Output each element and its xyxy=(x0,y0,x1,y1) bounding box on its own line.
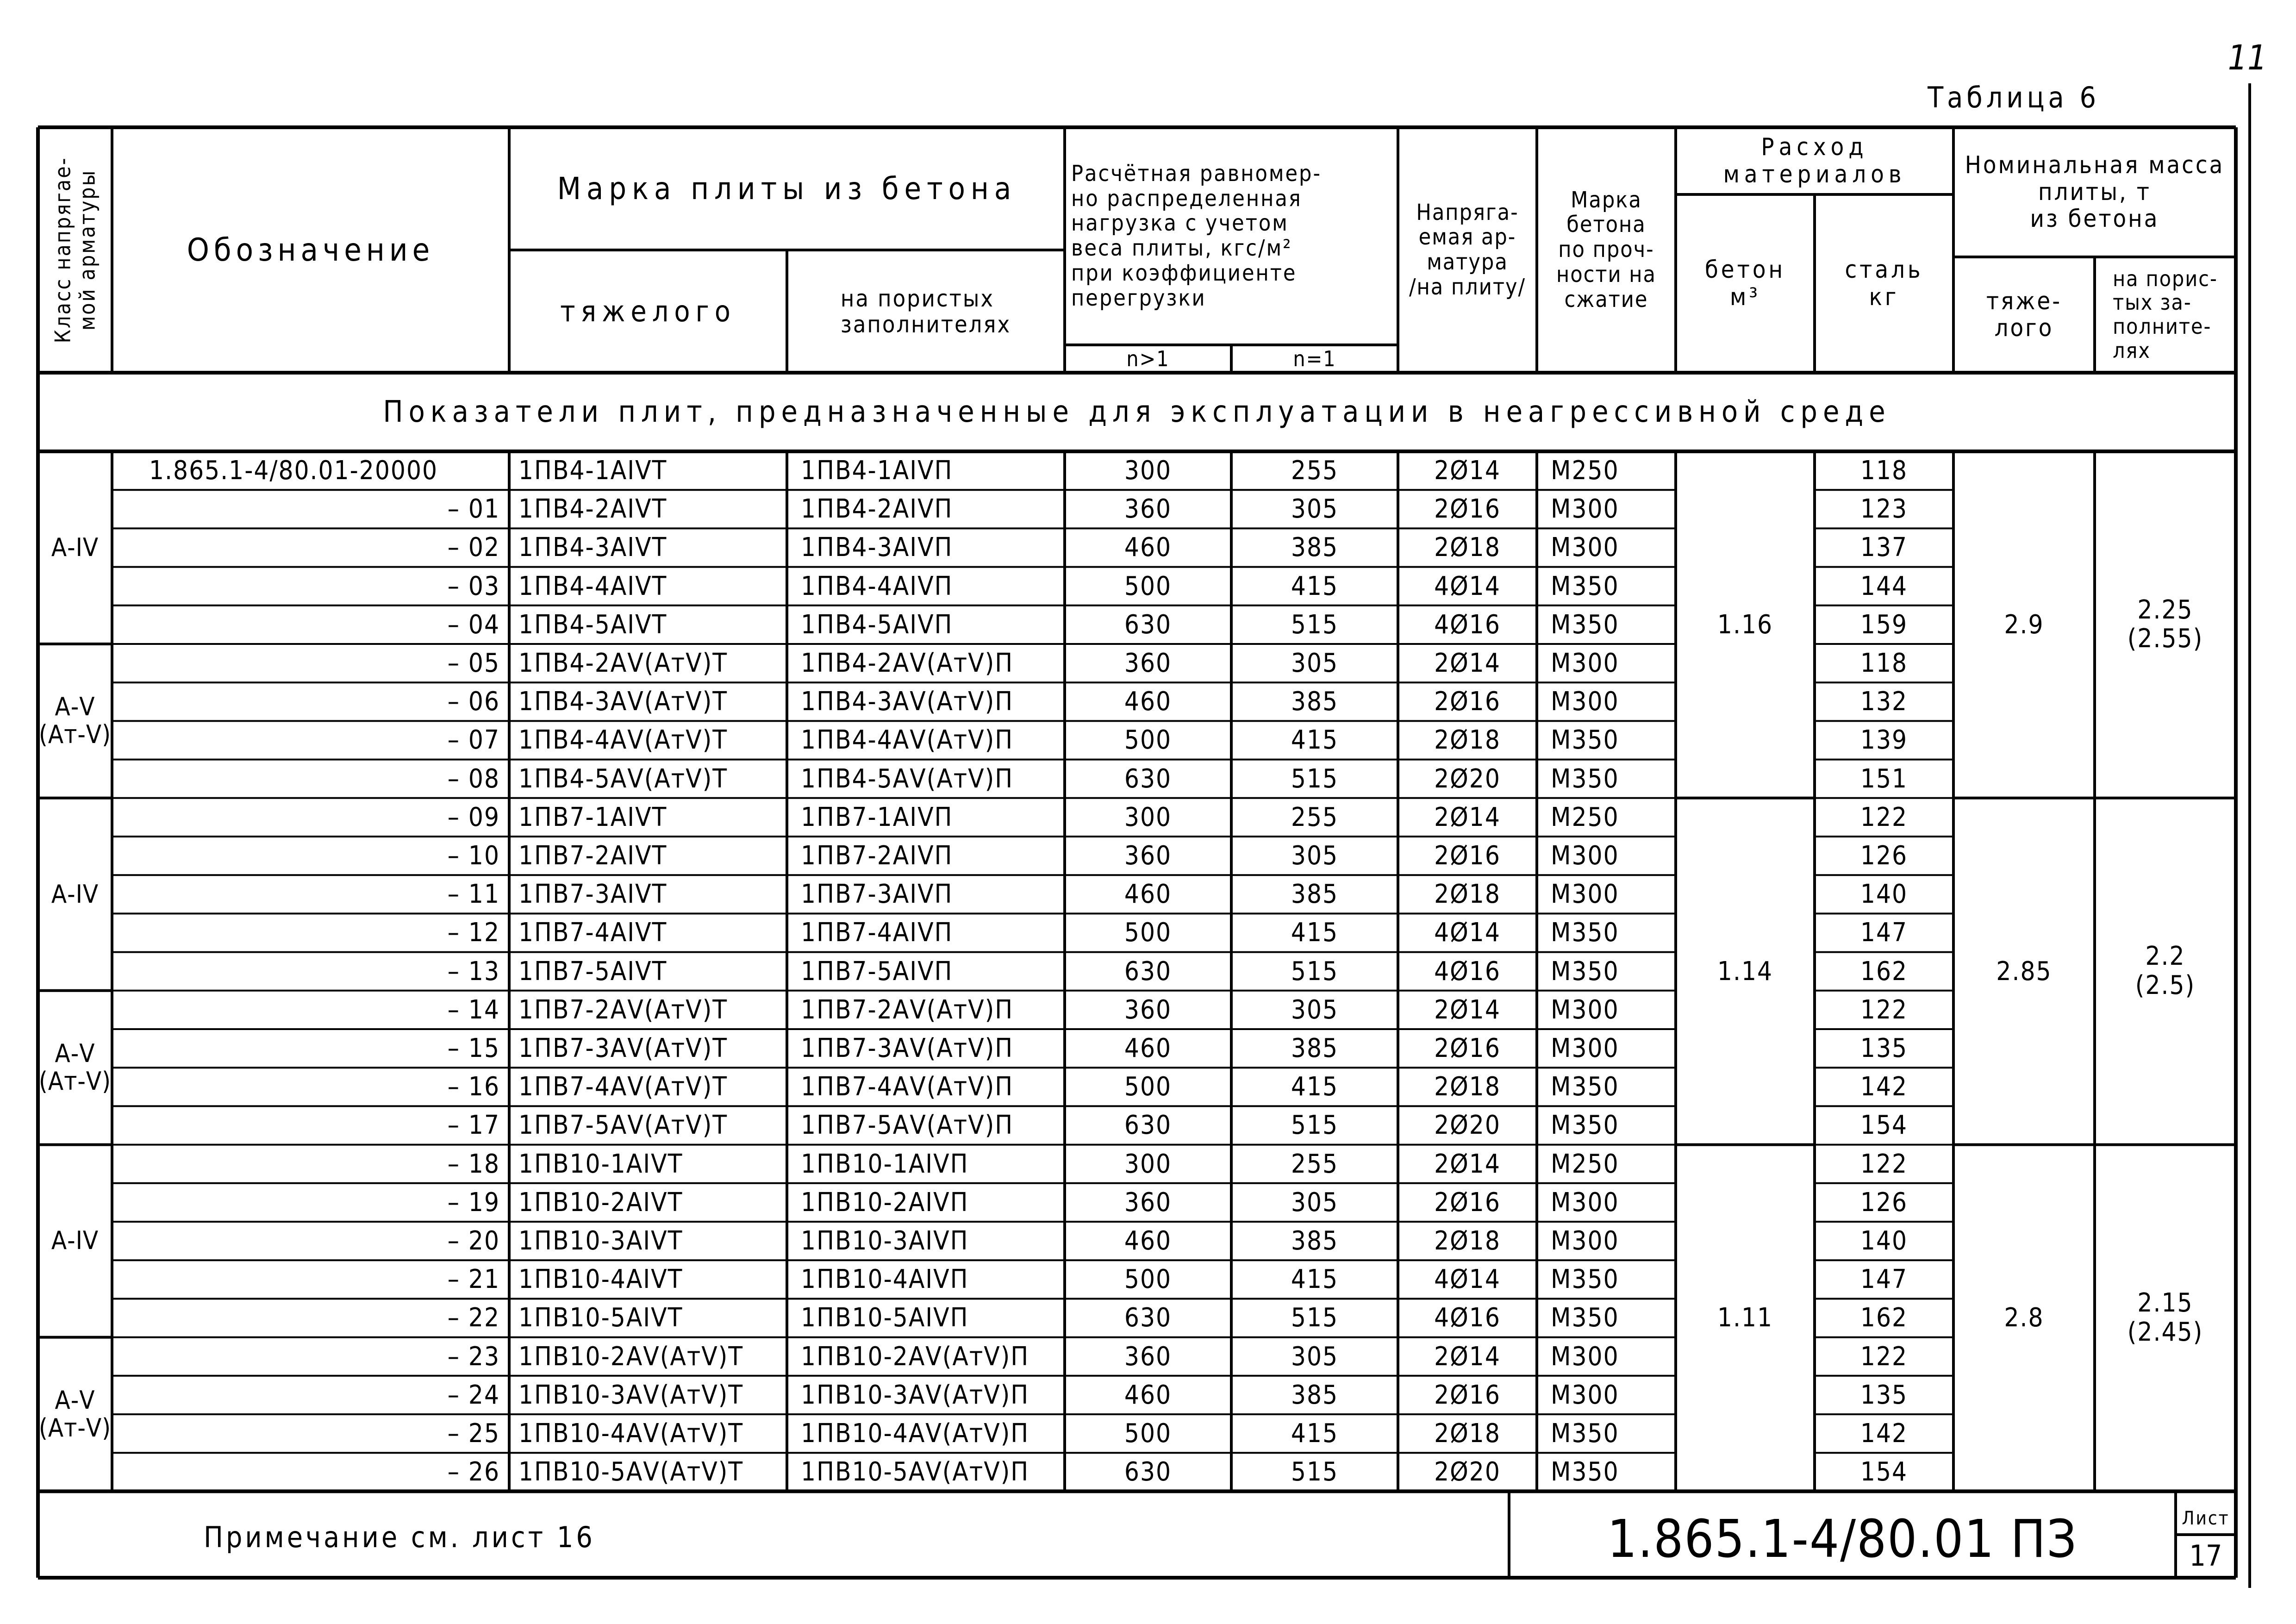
marka-poristyh-cell: 1ПВ4-5АIVП xyxy=(801,609,953,640)
oboznachenie-cell: – 01 xyxy=(447,494,500,525)
marka-betona-cell: М350 xyxy=(1551,918,1619,948)
marka-tyazh-cell: 1ПВ7-1АIVТ xyxy=(518,802,668,832)
sheet-number: 17 xyxy=(2189,1538,2222,1573)
armatura-cell: 2Ø18 xyxy=(1434,725,1501,756)
massa-por-cell: 2.2 (2.5) xyxy=(2135,941,2196,1001)
massa-tyazh-cell: 2.85 xyxy=(1996,956,2052,987)
marka-betona-cell: М300 xyxy=(1551,1226,1619,1256)
stal-cell: 135 xyxy=(1860,1380,1908,1410)
page-number: 11 xyxy=(2227,38,2267,78)
marka-tyazh-cell: 1ПВ4-3АIVТ xyxy=(518,532,668,563)
massa-tyazh-cell: 2.8 xyxy=(2004,1303,2044,1333)
marka-betona-cell: М350 xyxy=(1551,1110,1619,1141)
stal-cell: 118 xyxy=(1860,456,1908,486)
marka-poristyh-cell: 1ПВ7-2АV(АтV)П xyxy=(801,994,1014,1025)
armatura-cell: 2Ø16 xyxy=(1434,1033,1501,1064)
stal-cell: 122 xyxy=(1860,1341,1908,1372)
marka-tyazh-cell: 1ПВ7-4АIVТ xyxy=(518,918,668,948)
nagruzka-n2-cell: 385 xyxy=(1291,532,1339,563)
armatura-cell: 2Ø18 xyxy=(1434,532,1501,563)
beton-cell: 1.16 xyxy=(1717,609,1773,640)
massa-tyazh-cell: 2.9 xyxy=(2004,609,2044,640)
armatura-cell: 2Ø14 xyxy=(1434,1341,1501,1372)
marka-tyazh-cell: 1ПВ10-2АV(АтV)Т xyxy=(518,1341,744,1372)
marka-poristyh-cell: 1ПВ10-4АV(АтV)П xyxy=(801,1418,1029,1449)
oboznachenie-cell: – 22 xyxy=(447,1303,500,1333)
marka-tyazh-cell: 1ПВ10-3АIVТ xyxy=(518,1226,683,1256)
nagruzka-n1-cell: 500 xyxy=(1124,1072,1172,1102)
header-n-eq-1: n=1 xyxy=(1293,346,1336,371)
oboznachenie-cell: – 15 xyxy=(447,1033,500,1064)
nagruzka-n2-cell: 385 xyxy=(1291,1380,1339,1410)
nagruzka-n1-cell: 500 xyxy=(1124,1418,1172,1449)
marka-betona-cell: М300 xyxy=(1551,1380,1619,1410)
nagruzka-n2-cell: 255 xyxy=(1291,802,1339,832)
armatura-cell: 2Ø16 xyxy=(1434,687,1501,717)
marka-tyazh-cell: 1ПВ7-4АV(АтV)Т xyxy=(518,1072,728,1102)
marka-betona-cell: М350 xyxy=(1551,1457,1619,1487)
stal-cell: 135 xyxy=(1860,1033,1908,1064)
massa-por-cell: 2.25 (2.55) xyxy=(2127,594,2203,654)
nagruzka-n2-cell: 305 xyxy=(1291,494,1339,525)
stal-cell: 144 xyxy=(1860,571,1908,601)
armatura-cell: 2Ø14 xyxy=(1434,1149,1501,1179)
sheet-label: Лист xyxy=(2182,1508,2230,1529)
armatura-cell: 2Ø16 xyxy=(1434,841,1501,871)
oboznachenie-cell: – 23 xyxy=(447,1341,500,1372)
nagruzka-n2-cell: 415 xyxy=(1291,1418,1339,1449)
stal-cell: 162 xyxy=(1860,956,1908,987)
marka-tyazh-cell: 1ПВ10-5АV(АтV)Т xyxy=(518,1457,744,1487)
nagruzka-n1-cell: 360 xyxy=(1124,994,1172,1025)
marka-poristyh-cell: 1ПВ4-4АV(АтV)П xyxy=(801,725,1014,756)
oboznachenie-cell: – 25 xyxy=(447,1418,500,1449)
oboznachenie-cell: – 06 xyxy=(447,687,500,717)
marka-poristyh-cell: 1ПВ7-1АIVП xyxy=(801,802,953,832)
marka-betona-cell: М300 xyxy=(1551,841,1619,871)
marka-betona-cell: М300 xyxy=(1551,648,1619,679)
marka-poristyh-cell: 1ПВ10-1АIVП xyxy=(801,1149,969,1179)
stal-cell: 123 xyxy=(1860,494,1908,525)
stal-cell: 118 xyxy=(1860,648,1908,679)
marka-betona-cell: М300 xyxy=(1551,1033,1619,1064)
nagruzka-n1-cell: 500 xyxy=(1124,571,1172,601)
armatura-cell: 4Ø14 xyxy=(1434,918,1501,948)
oboznachenie-cell: – 24 xyxy=(447,1380,500,1410)
nagruzka-n1-cell: 360 xyxy=(1124,1187,1172,1218)
marka-tyazh-cell: 1ПВ10-4АIVТ xyxy=(518,1264,683,1295)
marka-poristyh-cell: 1ПВ4-3АV(АтV)П xyxy=(801,687,1014,717)
nagruzka-n2-cell: 415 xyxy=(1291,571,1339,601)
marka-poristyh-cell: 1ПВ10-2АIVП xyxy=(801,1187,969,1218)
oboznachenie-cell: – 04 xyxy=(447,609,500,640)
stal-cell: 159 xyxy=(1860,609,1908,640)
oboznachenie-cell: – 20 xyxy=(447,1226,500,1256)
armatura-cell: 2Ø20 xyxy=(1434,1457,1501,1487)
stal-cell: 140 xyxy=(1860,879,1908,910)
marka-tyazh-cell: 1ПВ7-3АIVТ xyxy=(518,879,668,910)
oboznachenie-cell: – 17 xyxy=(447,1110,500,1141)
nagruzka-n1-cell: 300 xyxy=(1124,456,1172,486)
armatura-cell: 2Ø16 xyxy=(1434,1380,1501,1410)
marka-betona-cell: М350 xyxy=(1551,1264,1619,1295)
oboznachenie-cell: – 09 xyxy=(447,802,500,832)
armatura-cell: 4Ø16 xyxy=(1434,609,1501,640)
oboznachenie-cell: – 10 xyxy=(447,841,500,871)
marka-betona-cell: М300 xyxy=(1551,494,1619,525)
oboznachenie-cell: – 19 xyxy=(447,1187,500,1218)
marka-betona-cell: М300 xyxy=(1551,532,1619,563)
header-napryagaemaya: Напряга- емая ар- матура /на плиту/ xyxy=(1409,199,1526,300)
marka-tyazh-cell: 1ПВ4-4АIVТ xyxy=(518,571,668,601)
doc-code: 1.865.1-4/80.01 ПЗ xyxy=(1607,1509,2078,1569)
marka-tyazh-cell: 1ПВ7-2АV(АтV)Т xyxy=(518,994,728,1025)
armatura-cell: 2Ø14 xyxy=(1434,456,1501,486)
marka-poristyh-cell: 1ПВ7-3АIVП xyxy=(801,879,953,910)
massa-por-cell: 2.15 (2.45) xyxy=(2127,1288,2203,1347)
section-title: Показатели плит, предназначенные для эксплуатации в неагрессивной среде xyxy=(383,395,1891,429)
nagruzka-n1-cell: 460 xyxy=(1124,1226,1172,1256)
marka-betona-cell: М250 xyxy=(1551,802,1619,832)
marka-betona-cell: М350 xyxy=(1551,609,1619,640)
nagruzka-n1-cell: 630 xyxy=(1124,1110,1172,1141)
header-rashod: Расход материалов xyxy=(1723,133,1906,188)
header-n-gt-1: n>1 xyxy=(1126,346,1170,371)
nagruzka-n1-cell: 360 xyxy=(1124,648,1172,679)
stal-cell: 154 xyxy=(1860,1457,1908,1487)
marka-tyazh-cell: 1ПВ7-3АV(АтV)Т xyxy=(518,1033,728,1064)
oboznachenie-cell: – 07 xyxy=(447,725,500,756)
armatura-cell: 2Ø14 xyxy=(1434,994,1501,1025)
header-class: Класс напрягае- мой арматуры xyxy=(50,156,100,344)
oboznachenie-cell: – 03 xyxy=(447,571,500,601)
nagruzka-n2-cell: 515 xyxy=(1291,763,1339,794)
marka-betona-cell: М250 xyxy=(1551,1149,1619,1179)
stal-cell: 122 xyxy=(1860,802,1908,832)
nagruzka-n1-cell: 500 xyxy=(1124,725,1172,756)
nagruzka-n2-cell: 515 xyxy=(1291,1110,1339,1141)
marka-poristyh-cell: 1ПВ7-5АIVП xyxy=(801,956,953,987)
marka-tyazh-cell: 1ПВ4-3АV(АтV)Т xyxy=(518,687,728,717)
armatura-cell: 2Ø16 xyxy=(1434,494,1501,525)
marka-poristyh-cell: 1ПВ7-2АIVП xyxy=(801,841,953,871)
marka-poristyh-cell: 1ПВ4-2АV(АтV)П xyxy=(801,648,1014,679)
class-cell: А-IV xyxy=(51,1226,99,1255)
stal-cell: 126 xyxy=(1860,1187,1908,1218)
nagruzka-n1-cell: 460 xyxy=(1124,687,1172,717)
oboznachenie-cell: – 08 xyxy=(447,763,500,794)
oboznachenie-cell: – 18 xyxy=(447,1149,500,1179)
nagruzka-n1-cell: 500 xyxy=(1124,1264,1172,1295)
marka-betona-cell: М350 xyxy=(1551,1072,1619,1102)
class-cell: А-V (Ат-V) xyxy=(38,1385,112,1443)
stal-cell: 139 xyxy=(1860,725,1908,756)
armatura-cell: 4Ø16 xyxy=(1434,1303,1501,1333)
stal-cell: 142 xyxy=(1860,1072,1908,1102)
marka-betona-cell: М350 xyxy=(1551,1418,1619,1449)
beton-cell: 1.11 xyxy=(1717,1303,1773,1333)
footer-note: Примечание см. лист 16 xyxy=(204,1520,595,1554)
marka-poristyh-cell: 1ПВ4-4АIVП xyxy=(801,571,953,601)
oboznachenie-cell: – 21 xyxy=(447,1264,500,1295)
marka-tyazh-cell: 1ПВ7-5АIVТ xyxy=(518,956,668,987)
marka-betona-cell: М350 xyxy=(1551,1303,1619,1333)
nagruzka-n2-cell: 305 xyxy=(1291,648,1339,679)
nagruzka-n1-cell: 460 xyxy=(1124,1380,1172,1410)
nagruzka-n2-cell: 385 xyxy=(1291,1226,1339,1256)
marka-tyazh-cell: 1ПВ10-1АIVТ xyxy=(518,1149,683,1179)
nagruzka-n1-cell: 630 xyxy=(1124,1303,1172,1333)
marka-poristyh-cell: 1ПВ10-5АV(АтV)П xyxy=(801,1457,1029,1487)
nagruzka-n1-cell: 360 xyxy=(1124,1341,1172,1372)
marka-tyazh-cell: 1ПВ10-3АV(АтV)Т xyxy=(518,1380,744,1410)
nagruzka-n1-cell: 500 xyxy=(1124,918,1172,948)
header-nagruzka: Расчётная равномер- но распределенная нагрузка с учетом веса плиты, кгс/м² при коэффициенте перегрузки xyxy=(1071,160,1322,311)
stal-cell: 132 xyxy=(1860,687,1908,717)
armatura-cell: 2Ø18 xyxy=(1434,879,1501,910)
marka-tyazh-cell: 1ПВ4-4АV(АтV)Т xyxy=(518,725,728,756)
oboznachenie-cell: 1.865.1-4/80.01-20000 xyxy=(149,456,438,486)
marka-poristyh-cell: 1ПВ4-5АV(АтV)П xyxy=(801,763,1014,794)
stal-cell: 126 xyxy=(1860,841,1908,871)
nagruzka-n2-cell: 305 xyxy=(1291,994,1339,1025)
oboznachenie-cell: – 14 xyxy=(447,994,500,1025)
header-stal: сталь кг xyxy=(1845,256,1923,311)
stal-cell: 154 xyxy=(1860,1110,1908,1141)
armatura-cell: 2Ø20 xyxy=(1434,1110,1501,1141)
marka-tyazh-cell: 1ПВ4-2АV(АтV)Т xyxy=(518,648,728,679)
nagruzka-n1-cell: 630 xyxy=(1124,763,1172,794)
marka-poristyh-cell: 1ПВ4-1АIVП xyxy=(801,456,953,486)
marka-poristyh-cell: 1ПВ4-2АIVП xyxy=(801,494,953,525)
marka-tyazh-cell: 1ПВ10-4АV(АтV)Т xyxy=(518,1418,744,1449)
stal-cell: 137 xyxy=(1860,532,1908,563)
oboznachenie-cell: – 11 xyxy=(447,879,500,910)
header-beton: бетон м³ xyxy=(1704,256,1786,311)
marka-betona-cell: М300 xyxy=(1551,1187,1619,1218)
stal-cell: 122 xyxy=(1860,994,1908,1025)
stal-cell: 140 xyxy=(1860,1226,1908,1256)
nagruzka-n1-cell: 300 xyxy=(1124,802,1172,832)
marka-poristyh-cell: 1ПВ7-4АIVП xyxy=(801,918,953,948)
oboznachenie-cell: – 13 xyxy=(447,956,500,987)
marka-betona-cell: М300 xyxy=(1551,1341,1619,1372)
nagruzka-n1-cell: 460 xyxy=(1124,1033,1172,1064)
nagruzka-n2-cell: 515 xyxy=(1291,1457,1339,1487)
header-marka-plity: Марка плиты из бетона xyxy=(557,171,1017,206)
armatura-cell: 2Ø18 xyxy=(1434,1226,1501,1256)
marka-poristyh-cell: 1ПВ7-3АV(АтV)П xyxy=(801,1033,1014,1064)
armatura-cell: 2Ø18 xyxy=(1434,1072,1501,1102)
marka-betona-cell: М300 xyxy=(1551,994,1619,1025)
stal-cell: 151 xyxy=(1860,763,1908,794)
oboznachenie-cell: – 02 xyxy=(447,532,500,563)
nagruzka-n1-cell: 360 xyxy=(1124,494,1172,525)
class-cell: А-IV xyxy=(51,532,99,562)
table-label: Таблица 6 xyxy=(1928,80,2100,114)
marka-tyazh-cell: 1ПВ10-2АIVТ xyxy=(518,1187,683,1218)
oboznachenie-cell: – 05 xyxy=(447,648,500,679)
header-tyazhelogo: тяжелого xyxy=(560,294,736,328)
header-massa-tyazh: тяже- лого xyxy=(1986,287,2062,342)
marka-tyazh-cell: 1ПВ4-2АIVТ xyxy=(518,494,668,525)
nagruzka-n2-cell: 305 xyxy=(1291,1341,1339,1372)
header-massa: Номинальная масса плиты, т из бетона xyxy=(1965,151,2225,233)
marka-betona-cell: М300 xyxy=(1551,687,1619,717)
armatura-cell: 2Ø18 xyxy=(1434,1418,1501,1449)
oboznachenie-cell: – 26 xyxy=(447,1457,500,1487)
nagruzka-n2-cell: 385 xyxy=(1291,1033,1339,1064)
marka-betona-cell: М350 xyxy=(1551,956,1619,987)
marka-tyazh-cell: 1ПВ7-5АV(АтV)Т xyxy=(518,1110,728,1141)
nagruzka-n2-cell: 385 xyxy=(1291,687,1339,717)
armatura-cell: 2Ø14 xyxy=(1434,648,1501,679)
header-massa-por: на порис- тых за- полните- лях xyxy=(2113,266,2218,363)
nagruzka-n2-cell: 415 xyxy=(1291,918,1339,948)
marka-tyazh-cell: 1ПВ4-5АV(АтV)Т xyxy=(518,763,728,794)
nagruzka-n1-cell: 630 xyxy=(1124,956,1172,987)
marka-tyazh-cell: 1ПВ4-1АIVТ xyxy=(518,456,668,486)
armatura-cell: 4Ø14 xyxy=(1434,571,1501,601)
armatura-cell: 4Ø14 xyxy=(1434,1264,1501,1295)
nagruzka-n1-cell: 630 xyxy=(1124,1457,1172,1487)
beton-cell: 1.14 xyxy=(1717,956,1773,987)
nagruzka-n2-cell: 515 xyxy=(1291,609,1339,640)
nagruzka-n2-cell: 415 xyxy=(1291,725,1339,756)
header-na-poristyh: на пористых заполнителях xyxy=(840,285,1011,338)
marka-poristyh-cell: 1ПВ10-5АIVП xyxy=(801,1303,969,1333)
armatura-cell: 2Ø20 xyxy=(1434,763,1501,794)
nagruzka-n2-cell: 415 xyxy=(1291,1264,1339,1295)
nagruzka-n2-cell: 515 xyxy=(1291,956,1339,987)
nagruzka-n2-cell: 385 xyxy=(1291,879,1339,910)
marka-poristyh-cell: 1ПВ7-5АV(АтV)П xyxy=(801,1110,1014,1141)
header-marka-betona: Марка бетона по проч- ности на сжатие xyxy=(1556,187,1656,312)
class-cell: А-V (Ат-V) xyxy=(38,1038,112,1096)
armatura-cell: 4Ø16 xyxy=(1434,956,1501,987)
marka-poristyh-cell: 1ПВ10-3АV(АтV)П xyxy=(801,1380,1029,1410)
stal-cell: 122 xyxy=(1860,1149,1908,1179)
nagruzka-n2-cell: 255 xyxy=(1291,456,1339,486)
marka-tyazh-cell: 1ПВ7-2АIVТ xyxy=(518,841,668,871)
marka-betona-cell: М350 xyxy=(1551,725,1619,756)
header-oboznachenie: Обозначение xyxy=(187,231,435,269)
class-cell: А-IV xyxy=(51,879,99,909)
marka-poristyh-cell: 1ПВ7-4АV(АтV)П xyxy=(801,1072,1014,1102)
nagruzka-n1-cell: 460 xyxy=(1124,879,1172,910)
marka-poristyh-cell: 1ПВ10-3АIVП xyxy=(801,1226,969,1256)
oboznachenie-cell: – 12 xyxy=(447,918,500,948)
class-cell: А-V (Ат-V) xyxy=(38,692,112,750)
nagruzka-n2-cell: 305 xyxy=(1291,1187,1339,1218)
stal-cell: 147 xyxy=(1860,1264,1908,1295)
armatura-cell: 2Ø14 xyxy=(1434,802,1501,832)
marka-tyazh-cell: 1ПВ10-5АIVТ xyxy=(518,1303,683,1333)
marka-betona-cell: М350 xyxy=(1551,763,1619,794)
nagruzka-n1-cell: 360 xyxy=(1124,841,1172,871)
nagruzka-n2-cell: 515 xyxy=(1291,1303,1339,1333)
armatura-cell: 2Ø16 xyxy=(1434,1187,1501,1218)
marka-betona-cell: М350 xyxy=(1551,571,1619,601)
nagruzka-n1-cell: 300 xyxy=(1124,1149,1172,1179)
marka-poristyh-cell: 1ПВ10-2АV(АтV)П xyxy=(801,1341,1029,1372)
nagruzka-n2-cell: 255 xyxy=(1291,1149,1339,1179)
header-class-cell xyxy=(38,127,112,373)
marka-poristyh-cell: 1ПВ10-4АIVП xyxy=(801,1264,969,1295)
marka-betona-cell: М300 xyxy=(1551,879,1619,910)
nagruzka-n2-cell: 305 xyxy=(1291,841,1339,871)
stal-cell: 147 xyxy=(1860,918,1908,948)
marka-betona-cell: М250 xyxy=(1551,456,1619,486)
nagruzka-n1-cell: 460 xyxy=(1124,532,1172,563)
stal-cell: 142 xyxy=(1860,1418,1908,1449)
marka-tyazh-cell: 1ПВ4-5АIVТ xyxy=(518,609,668,640)
marka-poristyh-cell: 1ПВ4-3АIVП xyxy=(801,532,953,563)
nagruzka-n1-cell: 630 xyxy=(1124,609,1172,640)
nagruzka-n2-cell: 415 xyxy=(1291,1072,1339,1102)
oboznachenie-cell: – 16 xyxy=(447,1072,500,1102)
stal-cell: 162 xyxy=(1860,1303,1908,1333)
